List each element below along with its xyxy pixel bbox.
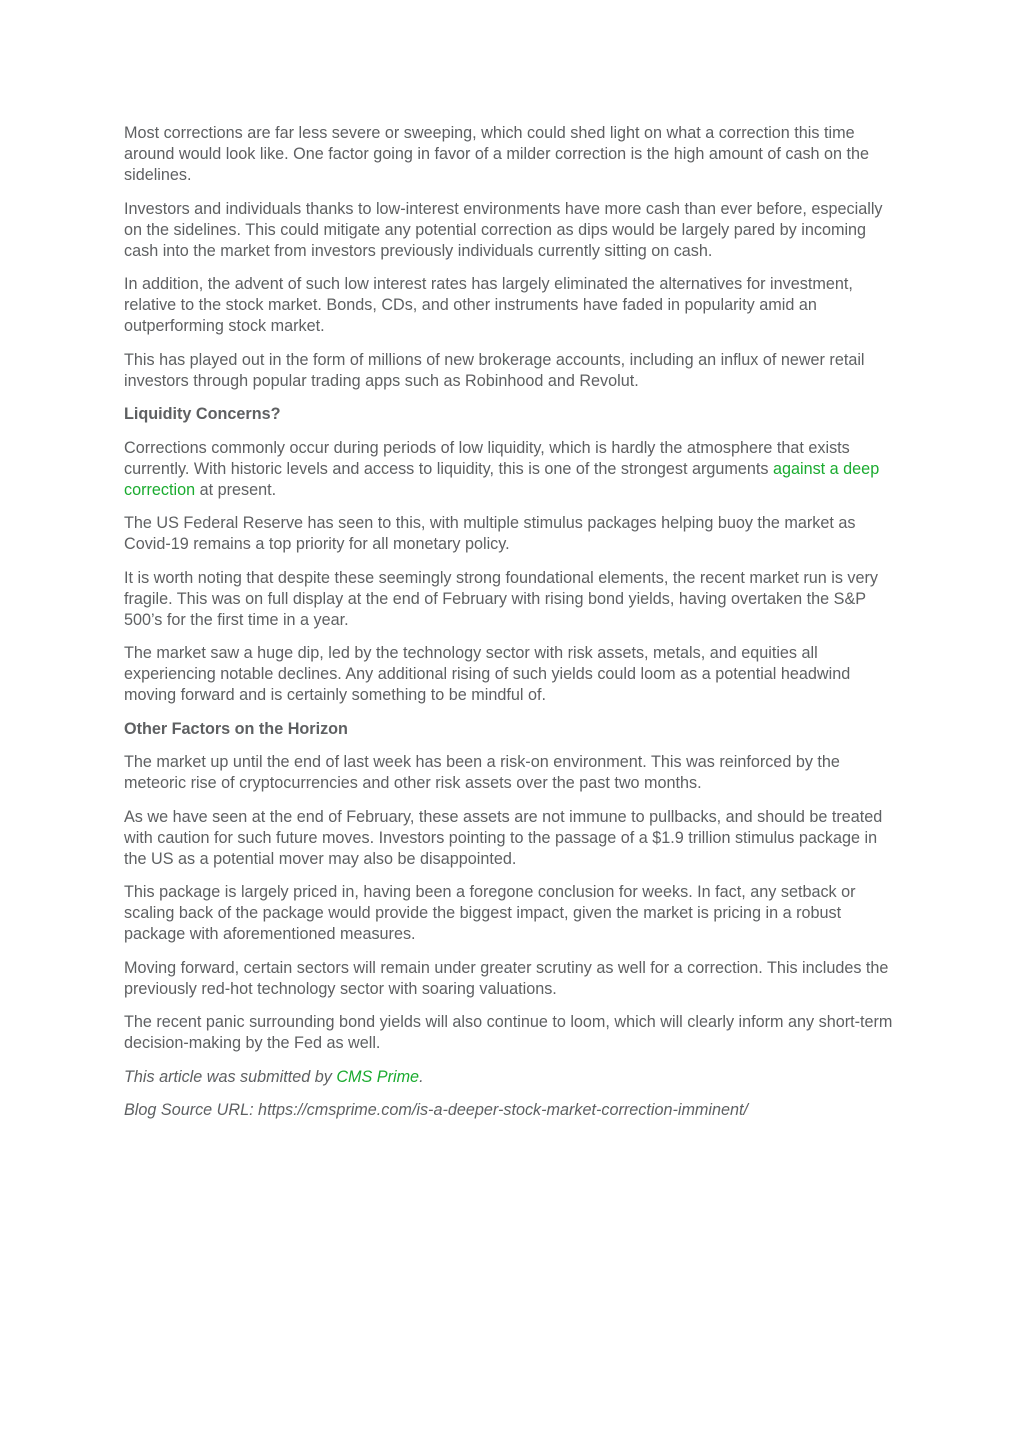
credit-text: . bbox=[419, 1067, 424, 1086]
paragraph: Most corrections are far less severe or sweeping, which could shed light on what a correction this time around would look like. One factor going in favor of a milder correction is the high amount of cash on the sidelines. bbox=[124, 124, 870, 184]
paragraph: In addition, the advent of such low interest rates has largely eliminated the alternatives for investment, relative to the stock market. Bonds, CDs, and other instruments have faded in popularity amid an outperforming stock market. bbox=[124, 275, 853, 335]
section-heading-liquidity: Liquidity Concerns? bbox=[124, 405, 281, 423]
paragraph: Investors and individuals thanks to low-interest environments have more cash than ever before, especially on the sidelines. This could mitigate any potential correction as dips would be largely pared by incoming cash into the market from investors previously individuals currently sitting on cash. bbox=[124, 199, 883, 260]
section-heading-other-factors: Other Factors on the Horizon bbox=[124, 719, 348, 738]
paragraph-text: at present. bbox=[195, 480, 277, 499]
author-credit bbox=[124, 1067, 904, 1088]
article-body bbox=[124, 123, 904, 1134]
paragraph: It is worth noting that despite these seemingly strong foundational elements, the recent market run is very fragile. This was on full display at the end of February with rising bond yields, having overtaken the S&P 500’s for the first time in a year. bbox=[124, 568, 879, 629]
credit-text: This article was submitted by bbox=[124, 1067, 337, 1086]
paragraph-text: Corrections commonly occur during periods of low liquidity, which is hardly the atmosphere that exists currently. With historic levels and access to liquidity, this is one of the strongest arguments bbox=[124, 438, 850, 478]
deep-correction-link[interactable]: against a deep correction bbox=[124, 459, 880, 499]
paragraph: The market up until the end of last week has been a risk-on environment. This was reinforced by the meteoric rise of cryptocurrencies and other risk assets over the past two months. bbox=[124, 753, 840, 792]
paragraph: The recent panic surrounding bond yields will also continue to loom, which will clearly inform any short-term decision-making by the Fed as well. bbox=[124, 1013, 893, 1052]
cms-prime-link[interactable]: CMS Prime bbox=[336, 1067, 420, 1086]
paragraph: Moving forward, certain sectors will remain under greater scrutiny as well for a correction. This includes the previously red-hot technology sector with soaring valuations. bbox=[124, 958, 889, 998]
paragraph: This package is largely priced in, having been a foregone conclusion for weeks. In fact, any setback or scaling back of the package would provide the biggest impact, given the market is pricing in a robust package with aforementioned measures. bbox=[124, 883, 856, 943]
paragraph: This has played out in the form of millions of new brokerage accounts, including an influx of newer retail investors through popular trading apps such as Robinhood and Revolut. bbox=[124, 350, 865, 390]
blog-source-url: Blog Source URL: https://cmsprime.com/is-a-deeper-stock-market-correction-imminent/ bbox=[124, 1101, 749, 1119]
paragraph: The US Federal Reserve has seen to this, with multiple stimulus packages helping buoy the market as Covid-19 remains a top priority for all monetary policy. bbox=[124, 514, 856, 553]
paragraph: The market saw a huge dip, led by the technology sector with risk assets, metals, and equities all experiencing notable declines. Any additional rising of such yields could loom as a potential headwind moving forward and is certainly something to be mindful of. bbox=[124, 644, 851, 704]
paragraph: As we have seen at the end of February, these assets are not immune to pullbacks, and should be treated with caution for such future moves. Investors pointing to the passage of a $1.9 trillion stimulus package in the US as a potential mover may also be disappointed. bbox=[124, 807, 883, 868]
paragraph bbox=[124, 438, 904, 501]
